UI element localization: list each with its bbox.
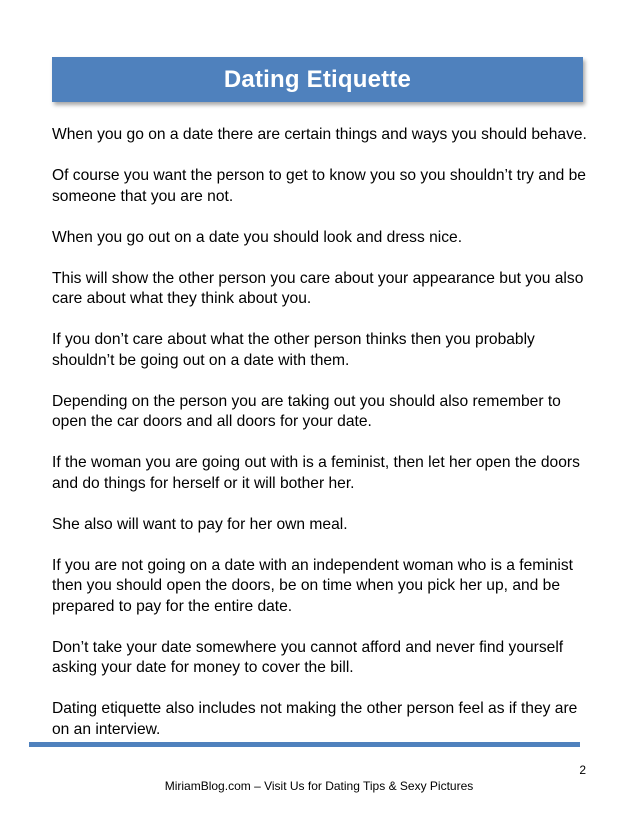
paragraph: Dating etiquette also includes not making the other person feel as if they are on an interview. — [52, 700, 578, 738]
paragraph: When you go on a date there are certain things and ways you should behave. — [52, 126, 587, 143]
paragraph: If you are not going on a date with an independent woman who is a feminist then you should open the doors, be on time when you pick her up, and be prepared to pay for the entire date. — [52, 556, 573, 615]
paragraph: Of course you want the person to get to know you so you shouldn’t try and be someone that you are not. — [52, 167, 586, 205]
paragraph: Don’t take your date somewhere you cannot afford and never find yourself asking your date for money to cover the bill. — [52, 638, 564, 676]
paragraph: If you don’t care about what the other person thinks then you probably shouldn’t be going out on a date with them. — [52, 331, 535, 369]
footer-text: MiriamBlog.com – Visit Us for Dating Tips & Sexy Pictures — [164, 779, 474, 793]
title-banner — [52, 57, 583, 102]
paragraph: She also will want to pay for her own meal. — [52, 515, 348, 533]
paragraph: If the woman you are going out with is a feminist, then let her open the doors and do things for herself or it will bother her. — [52, 454, 580, 492]
page-title: Dating Etiquette — [223, 65, 412, 93]
paragraph: Depending on the person you are taking out you should also remember to open the car doors and all doors for your date. — [52, 392, 561, 430]
body-content — [52, 125, 592, 740]
footer-divider — [29, 742, 580, 747]
page-number: 2 — [579, 763, 586, 777]
paragraph: This will show the other person you care about your appearance but you also care about what they think about you. — [52, 269, 584, 307]
paragraph: When you go out on a date you should look and dress nice. — [52, 228, 463, 246]
